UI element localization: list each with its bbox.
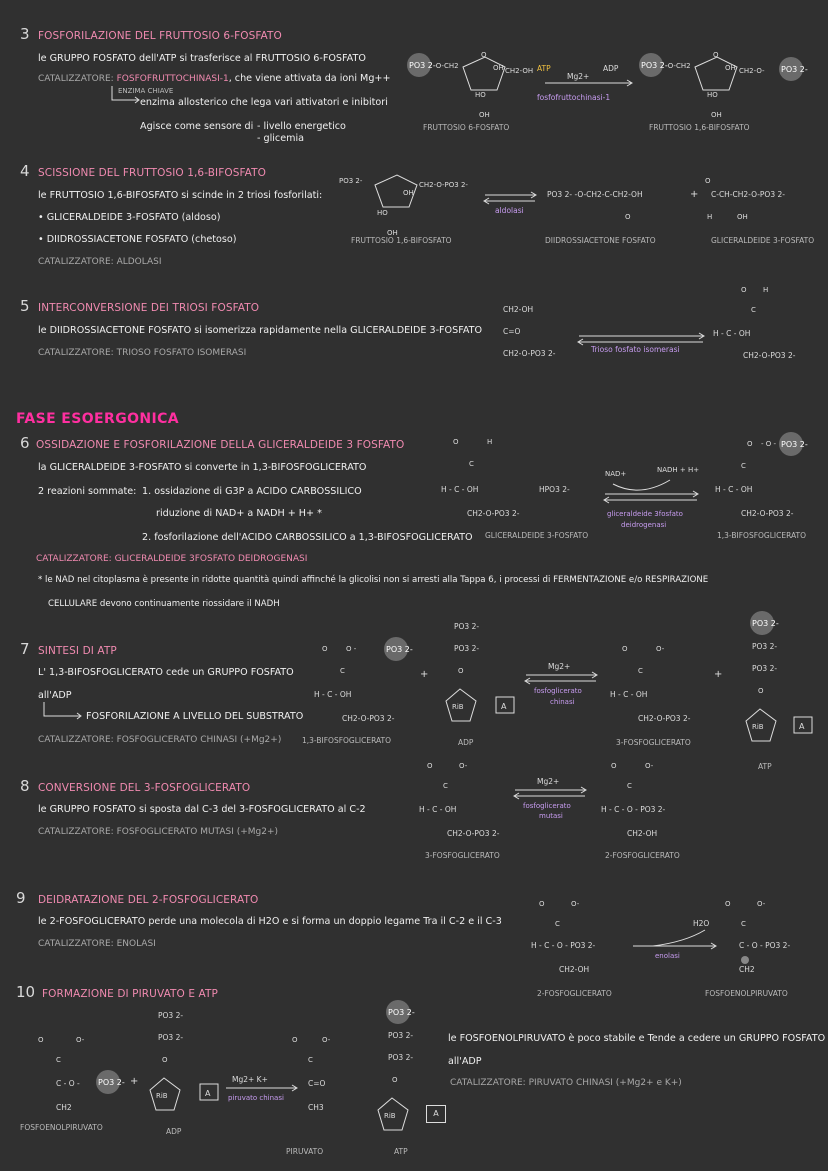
svg-text:PO3 2-: PO3 2-: [158, 1033, 184, 1042]
step-8-reaction-diagram: [415, 752, 715, 862]
svg-text:aldolasi: aldolasi: [495, 206, 524, 215]
svg-text:H - C - O - PO3 2-: H - C - O - PO3 2-: [601, 805, 666, 814]
svg-text:gliceraldeide 3fosfato: gliceraldeide 3fosfato: [607, 510, 683, 518]
step-number-8: 8: [20, 777, 30, 795]
svg-text:C: C: [555, 920, 560, 928]
svg-text:O: O: [458, 667, 464, 675]
svg-text:+: +: [420, 669, 429, 680]
key-enzyme-label: ENZIMA CHIAVE: [118, 87, 174, 95]
svg-text:fosfoglicerato: fosfoglicerato: [523, 802, 571, 810]
svg-text:OH: OH: [479, 111, 490, 119]
step-9-line-1: le 2-FOSFOGLICERATO perde una molecola di H2O e si forma un doppio legame Tra il C-2 e il C-3: [38, 916, 502, 927]
step-number-6: 6: [20, 434, 30, 452]
step-6-catalyst: CATALIZZATORE: GLICERALDEIDE 3FOSFATO DEIDROGENASI: [36, 554, 308, 564]
svg-text:DIIDROSSIACETONE FOSFATO: DIIDROSSIACETONE FOSFATO: [545, 236, 656, 245]
step-10-line-2: all'ADP: [448, 1056, 482, 1067]
step-title-8: CONVERSIONE DEL 3-FOSFOGLICERATO: [38, 782, 251, 794]
step-3-line-2: enzima allosterico che lega vari attivatori e inibitori: [140, 97, 388, 108]
svg-text:H - C - OH: H - C - OH: [419, 805, 457, 814]
svg-text:piruvato chinasi: piruvato chinasi: [228, 1094, 284, 1102]
svg-text:CH2-OH: CH2-OH: [559, 965, 590, 974]
step-title-3: FOSFORILAZIONE DEL FRUTTOSIO 6-FOSFATO: [38, 30, 282, 42]
svg-text:PO3 2-: PO3 2-: [752, 664, 778, 673]
svg-text:CH2-OH: CH2-OH: [503, 305, 534, 314]
catalyst-text: CATALIZZATORE: FOSFOGLICERATO CHINASI (+Mg2+): [38, 735, 282, 745]
step-title-7: SINTESI DI ATP: [38, 645, 117, 657]
svg-text:C: C: [443, 782, 448, 790]
step-title-9: DEIDRATAZIONE DEL 2-FOSFOGLICERATO: [38, 894, 259, 906]
po3-label: PO3 2-: [409, 61, 436, 70]
svg-text:PO3 2-: PO3 2-: [388, 1053, 414, 1062]
step-5-line-1: le DIIDROSSIACETONE FOSFATO si isomerizza rapidamente nella GLICERALDEIDE 3-FOSFATO: [38, 325, 483, 336]
svg-text:C-CH-CH2-O-PO3 2-: C-CH-CH2-O-PO3 2-: [711, 190, 785, 199]
svg-text:C: C: [638, 667, 643, 675]
step-10-reaction-diagram: [16, 998, 426, 1163]
svg-text:CH2-O-PO3 2-: CH2-O-PO3 2-: [342, 714, 395, 723]
step-3-sensor-energy: - livello energetico: [257, 121, 346, 132]
step-4-reaction-diagram: [335, 165, 825, 250]
svg-text:PO3 2-: PO3 2-: [388, 1031, 414, 1040]
svg-text:Trioso fosfato isomerasi: Trioso fosfato isomerasi: [591, 345, 680, 354]
step-9-catalyst: CATALIZZATORE: ENOLASI: [38, 939, 156, 949]
svg-text:deidrogenasi: deidrogenasi: [621, 521, 667, 529]
catalyst-label: CATALIZZATORE:: [38, 74, 114, 84]
svg-text:FRUTTOSIO 1,6-BIFOSFATO: FRUTTOSIO 1,6-BIFOSFATO: [351, 236, 452, 245]
step-6-line-1: la GLICERALDEIDE 3-FOSFATO si converte in 1,3-BIFOSFOGLICERATO: [38, 462, 367, 473]
step-10-line-1: le FOSFOENOLPIRUVATO è poco stabile e Tende a cedere un GRUPPO FOSFATO: [448, 1033, 826, 1044]
svg-text:PO3 2-: PO3 2-: [781, 440, 808, 449]
svg-text:+: +: [690, 189, 699, 200]
svg-text:H2O: H2O: [693, 919, 710, 928]
svg-text:O: O: [453, 438, 459, 446]
svg-text:FRUTTOSIO 1,6-BIFOSFATO: FRUTTOSIO 1,6-BIFOSFATO: [649, 123, 750, 132]
svg-text:mutasi: mutasi: [539, 812, 563, 820]
svg-text:PO3 2-: PO3 2-: [752, 619, 779, 628]
step-7-reaction-diagram: [300, 605, 825, 775]
step-number-9: 9: [16, 889, 26, 907]
svg-text:PO3 2-: PO3 2-: [781, 65, 808, 74]
svg-text:ADP: ADP: [603, 64, 619, 73]
svg-text:C: C: [627, 782, 632, 790]
svg-text:OH: OH: [493, 64, 504, 72]
step-6-note-1: * le NAD nel citoplasma è presente in ridotte quantità quindi affinché la glicolisi non si arresti alla Tappa 6, i processi di FERMENTAZIONE e/o RESPIRAZIONE: [38, 575, 709, 585]
svg-text:O: O: [162, 1056, 168, 1064]
step-10-catalyst: CATALIZZATORE: PIRUVATO CHINASI (+Mg2+ e K+): [450, 1078, 682, 1088]
svg-text:Mg2+ K+: Mg2+ K+: [232, 1075, 268, 1084]
svg-text:O-: O-: [322, 1036, 331, 1044]
step-number-4: 4: [20, 162, 30, 180]
svg-text:O: O: [705, 177, 711, 185]
svg-text:PO3 2-: PO3 2-: [752, 642, 778, 651]
svg-text:CH2-O-PO3 2-: CH2-O-PO3 2-: [638, 714, 691, 723]
svg-text:CH2: CH2: [739, 965, 755, 974]
svg-text:ATP: ATP: [758, 762, 772, 771]
step-8-line-1: le GRUPPO FOSFATO si sposta dal C-3 del 3-FOSFOGLICERATO al C-2: [38, 804, 366, 815]
svg-text:PIRUVATO: PIRUVATO: [286, 1147, 324, 1156]
svg-text:H: H: [707, 213, 713, 221]
svg-text:CH2-OH: CH2-OH: [505, 67, 534, 75]
svg-text:ATP: ATP: [394, 1147, 408, 1156]
svg-text:CH2-O-PO3 2-: CH2-O-PO3 2-: [447, 829, 500, 838]
svg-text:CH2-O-PO3 2-: CH2-O-PO3 2-: [743, 351, 796, 360]
svg-text:O -: O -: [346, 645, 357, 653]
step-4-bullet-1: • GLICERALDEIDE 3-FOSFATO (aldoso): [38, 212, 221, 223]
svg-text:O: O: [747, 440, 753, 448]
step-4-catalyst: CATALIZZATORE: ALDOLASI: [38, 257, 162, 267]
svg-text:CH3: CH3: [308, 1103, 324, 1112]
svg-text:O: O: [741, 286, 747, 294]
step-7-catalyst: [38, 735, 281, 745]
svg-text:fosfofruttochinasi-1: fosfofruttochinasi-1: [537, 93, 611, 102]
svg-text:PO3 2-: PO3 2-: [158, 1011, 184, 1020]
step-number-7: 7: [20, 640, 30, 658]
svg-text:Mg2+: Mg2+: [567, 72, 590, 81]
svg-text:C=O: C=O: [503, 327, 521, 336]
svg-text:C: C: [741, 920, 746, 928]
svg-text:OH: OH: [737, 213, 748, 221]
svg-text:C - O - PO3 2-: C - O - PO3 2-: [739, 941, 791, 950]
svg-text:O: O: [427, 762, 433, 770]
step-3-catalyst-label: [38, 73, 391, 84]
svg-text:RiB: RiB: [452, 703, 464, 711]
svg-text:CH2-O-: CH2-O-: [739, 67, 765, 75]
svg-text:O-: O-: [459, 762, 468, 770]
svg-text:NADH + H+: NADH + H+: [657, 466, 700, 474]
svg-text:OH: OH: [711, 111, 722, 119]
svg-text:PO3 2-: PO3 2-: [454, 622, 480, 631]
svg-text:CH2: CH2: [56, 1103, 72, 1112]
svg-text:chinasi: chinasi: [550, 698, 575, 706]
step-3-sensor-glycemia: - glicemia: [257, 133, 304, 144]
step-number-10: 10: [16, 983, 36, 1001]
step-5-catalyst: CATALIZZATORE: TRIOSO FOSFATO ISOMERASI: [38, 348, 247, 358]
svg-text:PO3 2-: PO3 2-: [339, 177, 363, 185]
enzyme-activation: , che viene attivata da ioni Mg++: [228, 73, 391, 84]
step-6-line-2b: 1. ossidazione di G3P a ACIDO CARBOSSILICO: [142, 486, 362, 497]
svg-text:ATP: ATP: [537, 64, 551, 73]
svg-text:PO3 2-: PO3 2-: [454, 644, 480, 653]
svg-text:C=O: C=O: [308, 1079, 326, 1088]
svg-text:CH2-O-PO3 2-: CH2-O-PO3 2-: [741, 509, 794, 518]
svg-text:H - C - OH: H - C - OH: [715, 485, 753, 494]
substrate-arrow: [40, 700, 86, 722]
svg-text:C: C: [340, 667, 345, 675]
svg-text:H - C - O - PO3 2-: H - C - O - PO3 2-: [531, 941, 596, 950]
svg-text:O: O: [713, 51, 719, 59]
step-5-reaction-diagram: [495, 280, 825, 370]
svg-text:O: O: [392, 1076, 398, 1084]
section-title: FASE ESOERGONICA: [16, 411, 180, 427]
svg-text:HO: HO: [377, 209, 388, 217]
step-7-line-1: L' 1,3-BIFOSFOGLICERATO cede un GRUPPO FOSFATO: [38, 667, 294, 678]
svg-text:PO3 2-: PO3 2-: [641, 61, 668, 70]
svg-text:H: H: [763, 286, 769, 294]
atp-adenine-box: A: [426, 1105, 446, 1123]
step-4-line-1: le FRUTTOSIO 1,6-BIFOSFATO si scinde in 2 triosi fosforilati:: [38, 190, 323, 201]
svg-text:ADP: ADP: [458, 738, 474, 747]
svg-text:1,3-BIFOSFOGLICERATO: 1,3-BIFOSFOGLICERATO: [302, 736, 392, 745]
svg-text:C - O -: C - O -: [56, 1079, 80, 1088]
step-number-3: 3: [20, 25, 30, 43]
svg-text:+: +: [130, 1076, 139, 1087]
step-3-reaction-diagram: [405, 45, 825, 140]
svg-text:O: O: [322, 645, 328, 653]
svg-text:Mg2+: Mg2+: [548, 662, 571, 671]
step-title-10: FORMAZIONE DI PIRUVATO E ATP: [42, 988, 218, 1000]
svg-text:O: O: [38, 1036, 44, 1044]
svg-text:3-FOSFOGLICERATO: 3-FOSFOGLICERATO: [425, 851, 500, 860]
svg-text:fosfoglicerato: fosfoglicerato: [534, 687, 582, 695]
step-6-line-2a: 2 reazioni sommate:: [38, 486, 137, 497]
svg-text:O: O: [622, 645, 628, 653]
step-3-line-1: le GRUPPO FOSFATO dell'ATP si trasferisce al FRUTTOSIO 6-FOSFATO: [38, 53, 366, 64]
svg-text:A: A: [799, 722, 805, 731]
svg-text:O: O: [611, 762, 617, 770]
step-6-reaction-diagram: [435, 428, 825, 546]
svg-text:PO3 2-: PO3 2-: [98, 1078, 125, 1087]
svg-text:enolasi: enolasi: [655, 952, 680, 960]
step-title-6: OSSIDAZIONE E FOSFORILAZIONE DELLA GLICERALDEIDE 3 FOSFATO: [36, 439, 405, 451]
svg-text:C: C: [56, 1056, 61, 1064]
svg-text:O: O: [725, 900, 731, 908]
svg-text:CH2-O-PO3 2-: CH2-O-PO3 2-: [419, 181, 468, 189]
step-number-5: 5: [20, 297, 30, 315]
step-3-sensor: Agisce come sensore di: [140, 121, 254, 132]
svg-text:FRUTTOSIO 6-FOSFATO: FRUTTOSIO 6-FOSFATO: [423, 123, 510, 132]
step-6-note-2: CELLULARE devono continuamente riossidare il NADH: [48, 599, 280, 609]
svg-text:3-FOSFOGLICERATO: 3-FOSFOGLICERATO: [616, 738, 691, 747]
step-6-line-3: 2. fosforilazione dell'ACIDO CARBOSSILICO a 1,3-BIFOSFOGLICERATO: [142, 532, 473, 543]
svg-text:O-: O-: [645, 762, 654, 770]
step-8-catalyst: CATALIZZATORE: FOSFOGLICERATO MUTASI (+Mg2+): [38, 827, 279, 837]
svg-text:- O -: - O -: [761, 440, 777, 448]
svg-text:GLICERALDEIDE 3-FOSFATO: GLICERALDEIDE 3-FOSFATO: [711, 236, 815, 245]
svg-text:CH2-O-PO3 2-: CH2-O-PO3 2-: [467, 509, 520, 518]
svg-text:A: A: [501, 702, 507, 711]
svg-text:O-: O-: [757, 900, 766, 908]
svg-text:O: O: [758, 687, 764, 695]
step-7-line-2: all'ADP: [38, 690, 72, 701]
svg-text:O: O: [292, 1036, 298, 1044]
step-title-5: INTERCONVERSIONE DEI TRIOSI FOSFATO: [38, 302, 260, 314]
svg-text:OH: OH: [725, 64, 736, 72]
svg-text:-O-CH2: -O-CH2: [433, 62, 459, 70]
svg-text:HO: HO: [707, 91, 718, 99]
svg-text:ADP: ADP: [166, 1127, 182, 1136]
svg-text:Mg2+: Mg2+: [537, 777, 560, 786]
svg-text:-O-CH2: -O-CH2: [665, 62, 691, 70]
svg-text:H - C - OH: H - C - OH: [314, 690, 352, 699]
svg-text:RiB: RiB: [384, 1112, 396, 1120]
svg-text:RiB: RiB: [156, 1092, 168, 1100]
svg-text:C: C: [751, 306, 756, 314]
step-title-4: SCISSIONE DEL FRUTTOSIO 1,6-BIFOSFATO: [38, 167, 267, 179]
svg-text:PO3 2- -O-CH2-C-CH2-OH: PO3 2- -O-CH2-C-CH2-OH: [547, 190, 643, 199]
svg-text:CH2-O-PO3 2-: CH2-O-PO3 2-: [503, 349, 556, 358]
svg-text:O-: O-: [76, 1036, 85, 1044]
svg-text:1,3-BIFOSFOGLICERATO: 1,3-BIFOSFOGLICERATO: [717, 531, 807, 540]
svg-text:C: C: [308, 1056, 313, 1064]
svg-text:H - C - OH: H - C - OH: [713, 329, 751, 338]
svg-text:PO3 2-: PO3 2-: [386, 645, 413, 654]
step-9-reaction-diagram: [525, 890, 825, 1002]
svg-text:C: C: [469, 460, 474, 468]
svg-text:RiB: RiB: [752, 723, 764, 731]
svg-text:GLICERALDEIDE 3-FOSFATO: GLICERALDEIDE 3-FOSFATO: [485, 531, 589, 540]
svg-text:2-FOSFOGLICERATO: 2-FOSFOGLICERATO: [605, 851, 680, 860]
svg-text:O: O: [481, 51, 487, 59]
svg-text:2-FOSFOGLICERATO: 2-FOSFOGLICERATO: [537, 989, 612, 998]
svg-text:H: H: [487, 438, 493, 446]
svg-text:FOSFOENOLPIRUVATO: FOSFOENOLPIRUVATO: [705, 989, 788, 998]
svg-text:PO3 2-: PO3 2-: [388, 1008, 415, 1017]
svg-text:H - C - OH: H - C - OH: [610, 690, 648, 699]
svg-text:HO: HO: [475, 91, 486, 99]
svg-text:O: O: [539, 900, 545, 908]
enzyme-name: FOSFOFRUTTOCHINASI-1: [116, 74, 229, 84]
svg-text:HPO3 2-: HPO3 2-: [539, 485, 570, 494]
svg-text:NAD+: NAD+: [605, 470, 627, 478]
step-4-bullet-2: • DIIDROSSIACETONE FOSFATO (chetoso): [38, 234, 237, 245]
branch-arrow: [108, 84, 142, 106]
step-6-line-2c: riduzione di NAD+ a NADH + H+ *: [156, 508, 322, 519]
svg-text:H - C - OH: H - C - OH: [441, 485, 479, 494]
svg-text:A: A: [205, 1089, 211, 1098]
svg-text:FOSFOENOLPIRUVATO: FOSFOENOLPIRUVATO: [20, 1123, 103, 1132]
svg-text:O-: O-: [656, 645, 665, 653]
svg-text:OH: OH: [403, 189, 414, 197]
svg-text:C: C: [741, 462, 746, 470]
svg-text:OH: OH: [387, 229, 398, 237]
svg-text:+: +: [714, 669, 723, 680]
svg-text:CH2-OH: CH2-OH: [627, 829, 658, 838]
svg-text:O: O: [625, 213, 631, 221]
svg-text:O-: O-: [571, 900, 580, 908]
step-7-line-3: FOSFORILAZIONE A LIVELLO DEL SUBSTRATO: [86, 711, 304, 722]
